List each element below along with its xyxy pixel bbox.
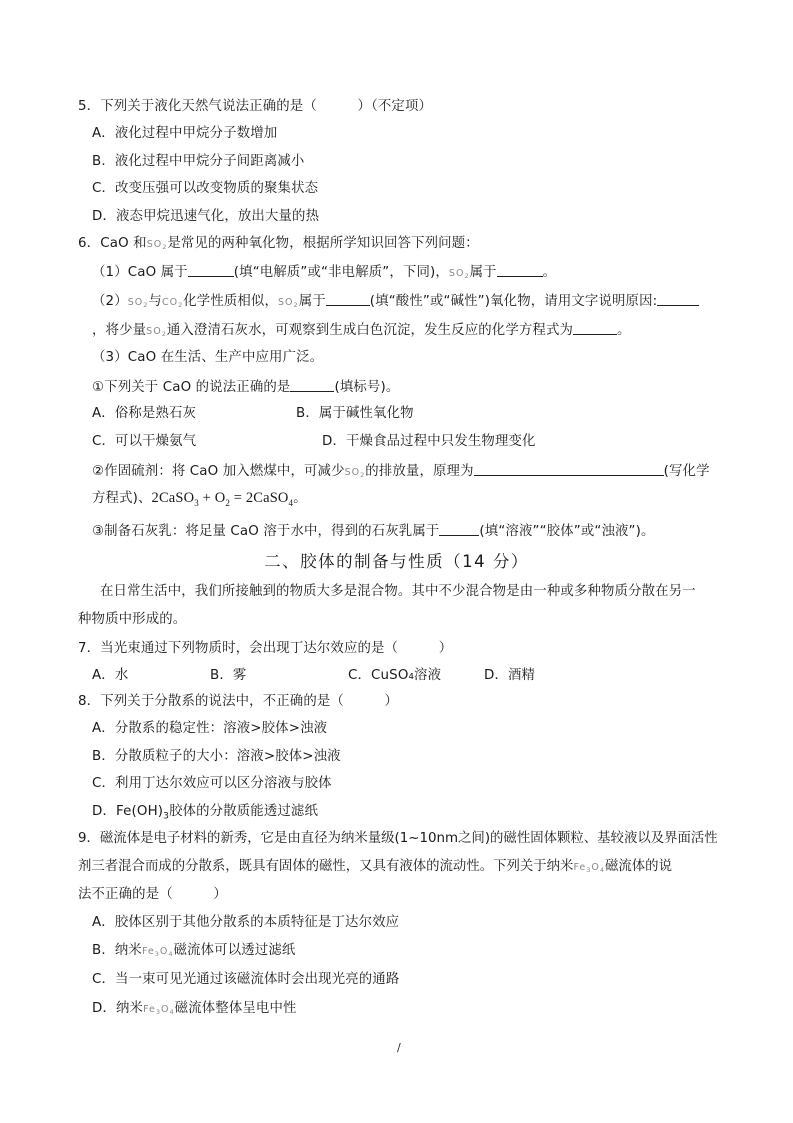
so2-formula: $SO_2$: [278, 297, 299, 309]
q9-option-a: A．胶体区别于其他分散系的本质特征是丁达尔效应: [92, 915, 400, 930]
q6-sub3: ③制备石灰乳：将足量 CaO 溶于水中，得到的石灰乳属于 (填“溶液”“胶体”或“浊液”)。: [92, 521, 655, 542]
q9-option-c: C．当一束可见光通过该磁流体时会出现光亮的通路: [92, 972, 400, 987]
q8-option-d: D．$Fe(OH)_3$胶体的分散质能透过滤纸: [92, 804, 319, 822]
co2-formula: $CO_2$: [161, 297, 184, 309]
answer-blank[interactable]: [290, 377, 334, 392]
equation: 2CaSO$_3$ + $O_2$ = 2CaSO$_4$: [151, 490, 294, 508]
q8-stem: 8．下列关于分散系的说法中，不正确的是（ ）: [78, 694, 399, 709]
q9-stem-line3: 法不正确的是（ ）: [78, 887, 227, 902]
q8-option-b: B．分散质粒子的大小：溶液>胶体>浊液: [92, 749, 341, 764]
answer-blank[interactable]: [188, 262, 234, 277]
q6-sub2-line2: 方程式)、2CaSO$_3$ + $O_2$ = 2CaSO$_4$。: [92, 490, 307, 508]
q6-options-ab: A．俗称是熟石灰 B．属于碱性氧化物: [92, 406, 414, 421]
section-intro-line1: 在日常生活中，我们所接触到的物质大多是混合物。其中不少混合物是由一种或多种物质分散在另一: [100, 584, 696, 599]
q5-option-a: A．液化过程中甲烷分子数增加: [92, 126, 278, 141]
fe3o4-formula: $Fe_3O_4$: [141, 946, 174, 958]
section-title: 二、胶体的制备与性质（14 分）: [264, 552, 529, 571]
q8-option-a: A．分散系的稳定性：溶液>胶体>浊液: [92, 721, 328, 736]
q9-stem-line2: 剂三者混合而成的分散系，既具有固体的磁性，又具有液体的流动性。下列关于纳米$Fe_3O_4$磁流体的说: [78, 859, 672, 874]
q6-sub2-line1: ②作固硫剂：将 CaO 加入燃煤中，可减少$SO_2$的排放量，原理为 (写化学: [92, 461, 710, 485]
page-number: /: [397, 1041, 401, 1054]
q6-sub1: ①下列关于 CaO 的说法正确的是 (填标号)。: [92, 377, 399, 398]
q6-part1: （1）CaO 属于 (填“电解质”或“非电解质”，下同)，$SO_2$属于 。: [92, 262, 556, 286]
so2-formula: $SO_2$: [146, 239, 168, 251]
so2-formula: $SO_2$: [448, 268, 470, 280]
q5-option-b: B．液化过程中甲烷分子间距离减小: [92, 154, 305, 169]
q6-part3: （3）CaO 在生活、生产中应用广泛。: [92, 350, 324, 365]
answer-blank[interactable]: [573, 320, 617, 335]
answer-blank[interactable]: [474, 461, 664, 476]
section-intro-line2: 种物质中形成的。: [78, 612, 187, 627]
so2-formula: $SO_2$: [344, 467, 366, 479]
q5-option-c: C．改变压强可以改变物质的聚集状态: [92, 181, 319, 196]
q7-stem: 7．当光束通过下列物质时，会出现丁达尔效应的是（ ）: [78, 641, 453, 656]
q5-option-d: D．液态甲烷迅速气化，放出大量的热: [92, 209, 320, 224]
fe3o4-formula: $Fe_3O_4$: [573, 862, 606, 874]
fe3o4-formula: $Fe_3O_4$: [143, 1004, 175, 1016]
q6-options-cd: C．可以干燥氨气 D．干燥食品过程中只发生物理变化: [92, 434, 536, 449]
q9-stem-line1: 9．磁流体是电子材料的新秀，它是由直径为纳米量级(1~10nm之间)的磁性固体颗粒、基较液以及界面活性: [78, 831, 718, 846]
q6-part2-line1: $(2)SO_2$与$CO_2$化学性质相似，$SO_2$属于 (填“酸性”或“碱性”)氧化物，请用文字说明原因:: [92, 291, 699, 315]
answer-blank[interactable]: [657, 291, 699, 306]
answer-blank[interactable]: [497, 262, 543, 277]
answer-blank[interactable]: [439, 521, 479, 536]
q9-option-b: B．纳米$Fe_3O_4$磁流体可以透过滤纸: [92, 943, 296, 958]
answer-blank[interactable]: [326, 291, 370, 306]
q7-options: A．水 B．雾 C．CuSO₄溶液 D．酒精: [92, 668, 536, 683]
q9-option-d: D．纳米$Fe_3O_4$磁流体整体呈电中性: [92, 1001, 297, 1016]
so2-formula: $SO_2$: [146, 326, 167, 338]
q5-stem: 5．下列关于液化天然气说法正确的是（ ）（不定项）: [78, 99, 433, 114]
q6-stem: 6．CaO 和$SO_2$是常见的两种氧化物，根据所学知识回答下列问题：: [78, 236, 479, 251]
so2-formula: $SO_2$: [127, 297, 149, 309]
q6-part2-line2: ，将少量$SO_2$通入澄清石灰水，可观察到生成白色沉淀，发生反应的化学方程式为 。: [92, 320, 631, 344]
q8-option-c: C．利用丁达尔效应可以区分溶液与胶体: [92, 776, 332, 791]
